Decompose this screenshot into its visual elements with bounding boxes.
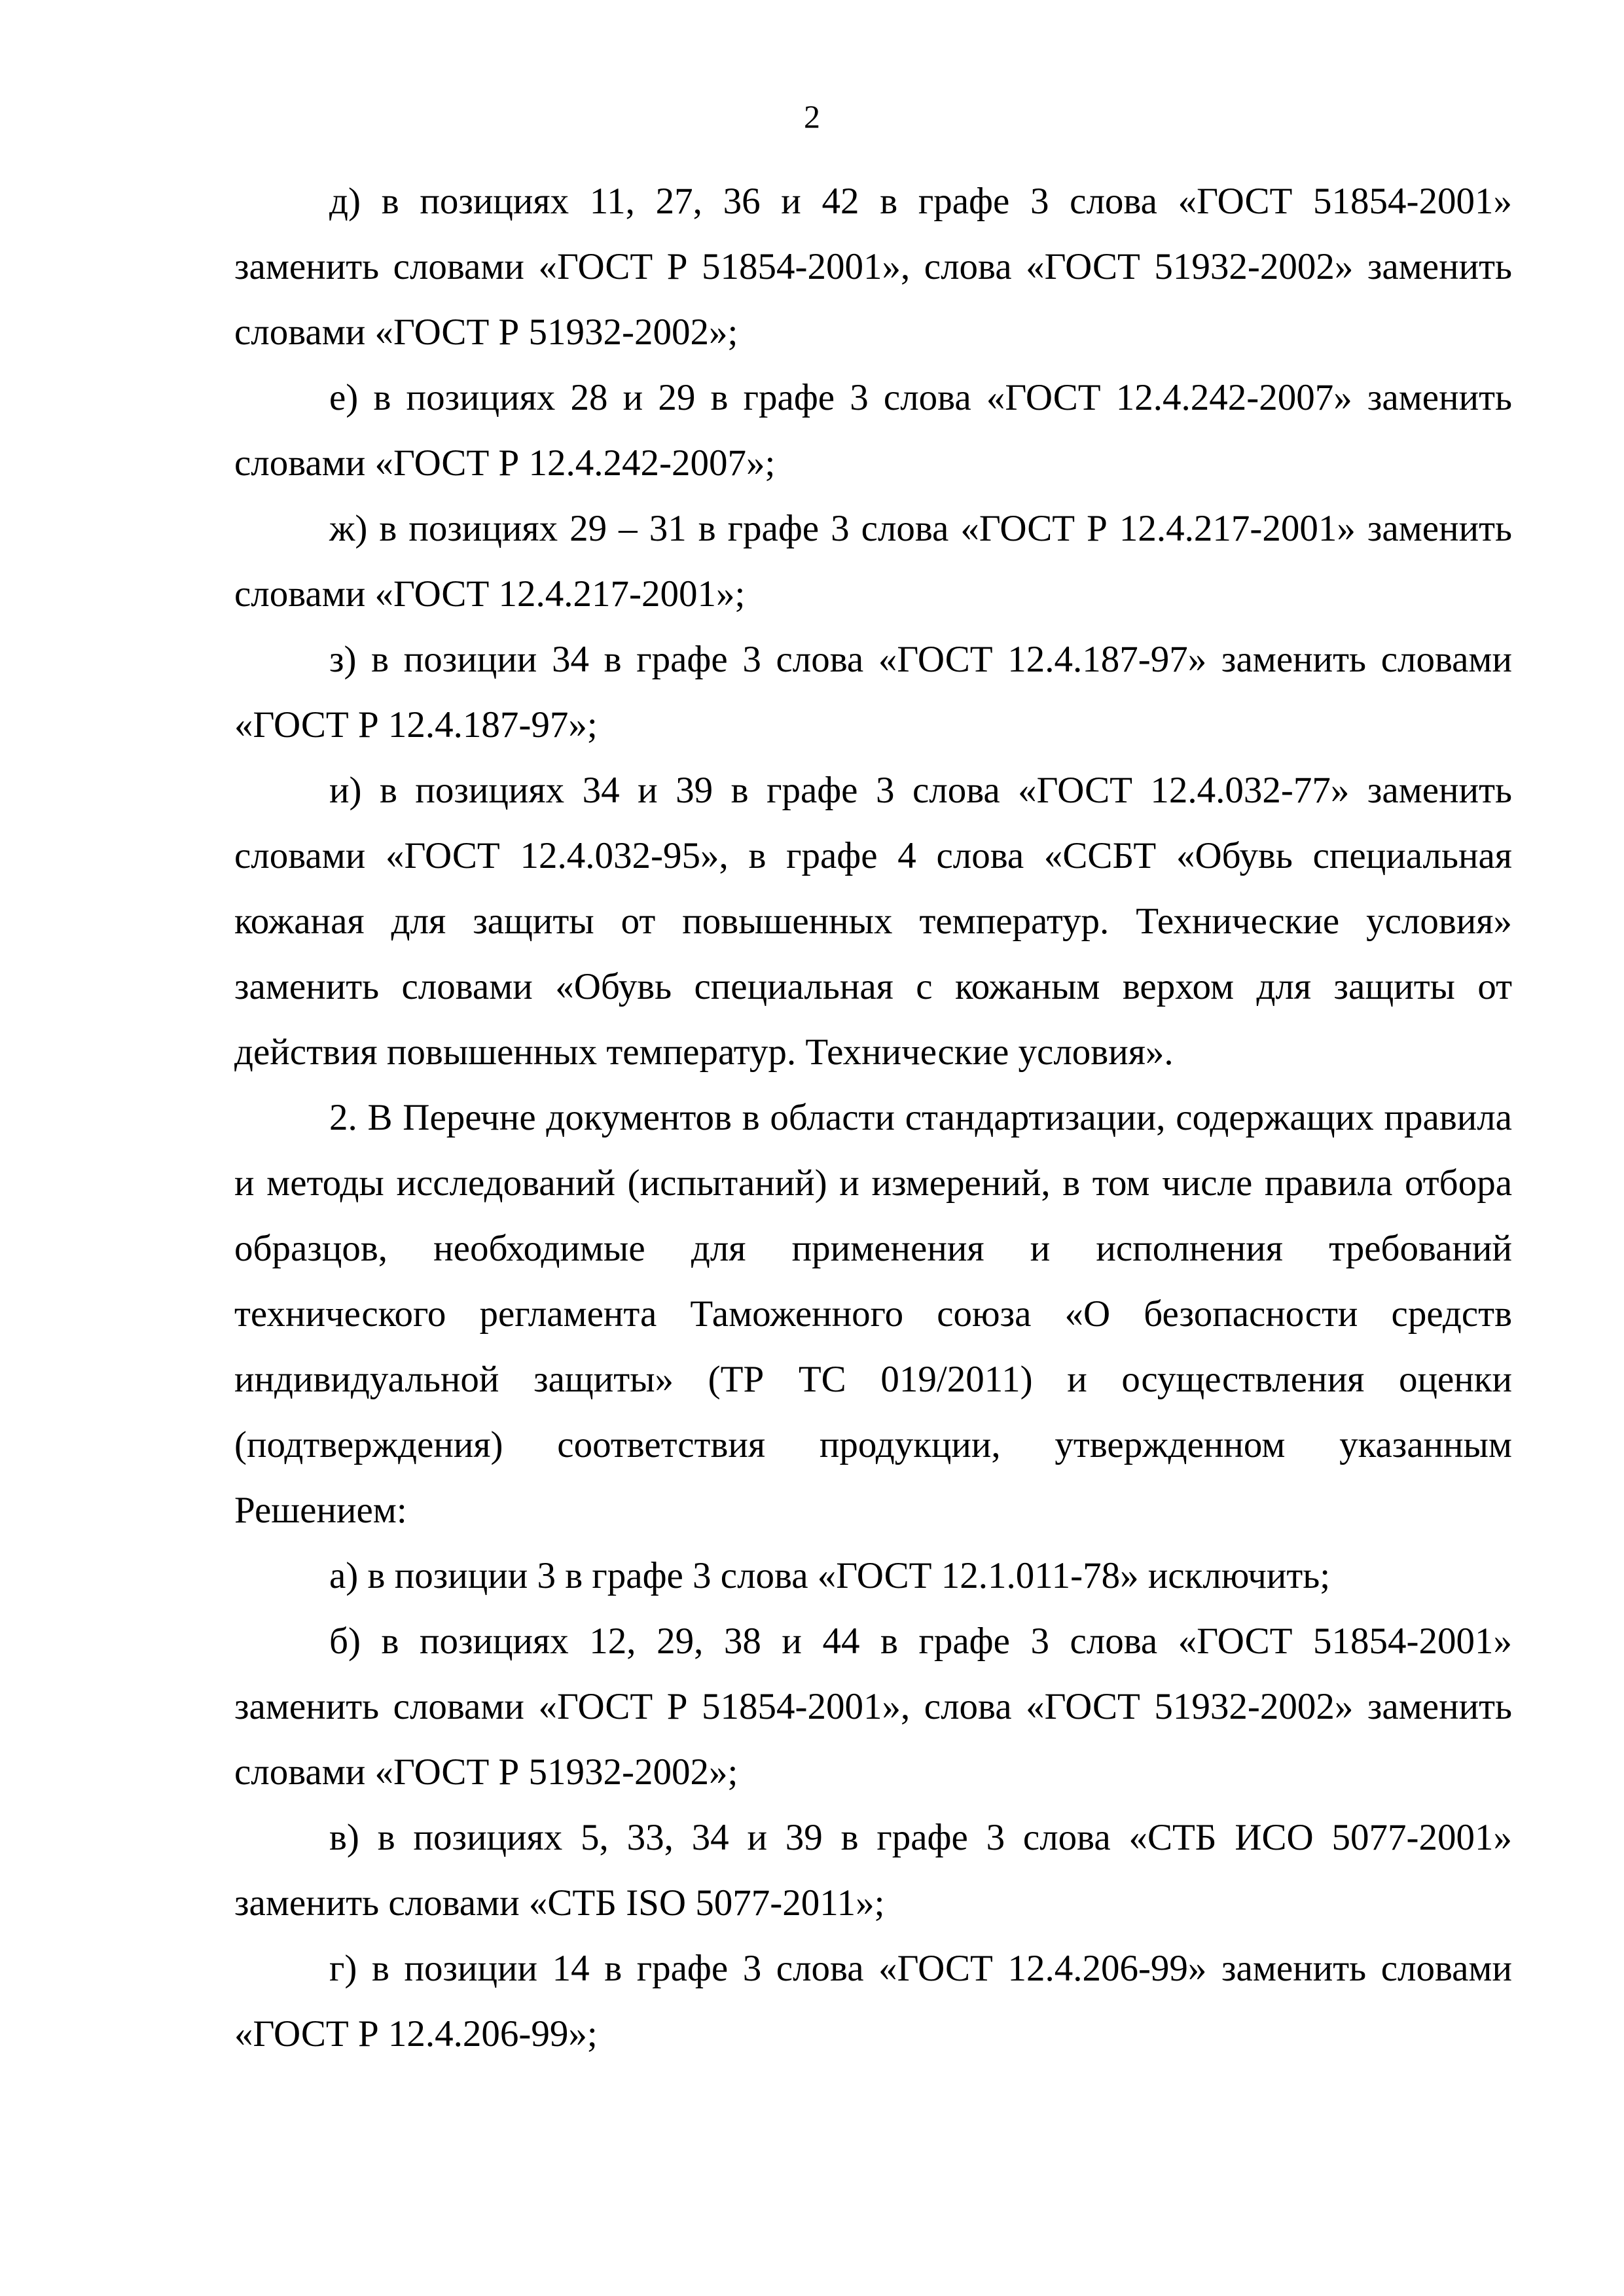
paragraph-a-position-3: а) в позиции 3 в графе 3 слова «ГОСТ 12.1.011-78» исключить;	[329, 1555, 1331, 1596]
paragraph-zh-positions-29-31: ж) в позициях 29 – 31 в графе 3 слова «ГОСТ Р 12.4.217-2001» заменить словами «ГОСТ 12.4.217-2001»;	[234, 508, 1512, 615]
paragraph-i-positions-34-39: и) в позициях 34 и 39 в графе 3 слова «ГОСТ 12.4.032-77» заменить словами «ГОСТ 12.4.032-95», в графе 4 слова «ССБТ «Обувь специальная кожаная для защиты от повышенных температур. Технические условия» заменить словами «Обувь специальная с кожаным верхом для защиты от действия повышенных температур. Технические условия».	[234, 770, 1512, 1073]
paragraph-2-list-of-documents: 2. В Перечне документов в области стандартизации, содержащих правила и методы исследований (испытаний) и измерений, в том числе правила отбора образцов, необходимые для применения и исполнения требований технического регламента Таможенного союза «О безопасности средств индивидуальной защиты» (ТР ТС 019/2011) и осуществления оценки (подтверждения) соответствия продукции, утвержденном указанным Решением:	[234, 1097, 1512, 1531]
page-number: 2	[804, 98, 820, 135]
paragraph-e-positions-28-29: е) в позициях 28 и 29 в графе 3 слова «ГОСТ 12.4.242-2007» заменить словами «ГОСТ Р 12.4.242-2007»;	[234, 377, 1512, 484]
paragraph-z-position-34: з) в позиции 34 в графе 3 слова «ГОСТ 12.4.187-97» заменить словами «ГОСТ Р 12.4.187-97»;	[234, 639, 1512, 745]
document-body	[234, 169, 1512, 2067]
paragraph-g-position-14: г) в позиции 14 в графе 3 слова «ГОСТ 12.4.206-99» заменить словами «ГОСТ Р 12.4.206-99»;	[234, 1948, 1512, 2054]
paragraph-v-positions-5-33-34-39: в) в позициях 5, 33, 34 и 39 в графе 3 слова «СТБ ИСО 5077-2001» заменить словами «СТБ ISO 5077-2011»;	[234, 1817, 1512, 1924]
paragraph-d-positions-11-27-36-42: д) в позициях 11, 27, 36 и 42 в графе 3 слова «ГОСТ 51854-2001» заменить словами «ГОСТ Р 51854-2001», слова «ГОСТ 51932-2002» заменить словами «ГОСТ Р 51932-2002»;	[234, 181, 1512, 353]
paragraph-b-positions-12-29-38-44: б) в позициях 12, 29, 38 и 44 в графе 3 слова «ГОСТ 51854-2001» заменить словами «ГОСТ Р 51854-2001», слова «ГОСТ 51932-2002» заменить словами «ГОСТ Р 51932-2002»;	[234, 1621, 1512, 1793]
